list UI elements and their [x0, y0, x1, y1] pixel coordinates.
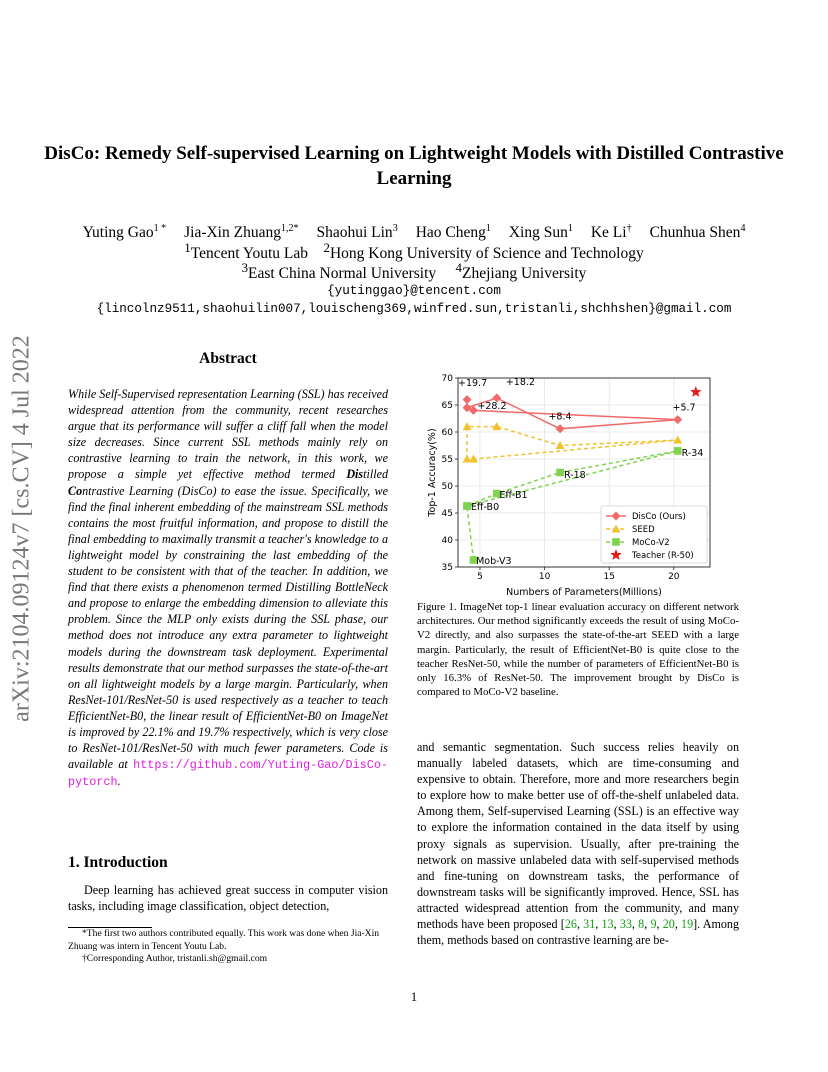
y-axis-label: Top-1 Accuracy(%): [427, 428, 438, 517]
data-label: Eff-B1: [499, 489, 528, 501]
data-point: [469, 455, 478, 463]
citation-link[interactable]: 20: [662, 917, 675, 932]
author-name: Ke Li†: [590, 223, 632, 242]
x-axis-label: Numbers of Parameters(Millions): [506, 587, 662, 598]
data-point: [690, 386, 701, 397]
data-label: R-18: [563, 469, 586, 481]
affiliation-zju: Zhejiang University: [462, 265, 587, 283]
figure-caption: Figure 1. ImageNet top-1 linear evaluation accuracy on different network architectures. Our method significantly exceeds the result of using MoCo-V2 directly, and also surpasses the state-of-the-art SEED with a large margin. Particularly, the result of EfficientNet-B0 is quite close to the teacher ResNet-50, while the number of parameters of EfficientNet-B0 is only 16.3% of ResNet-50. The improvement brought by DisCo is compared to MoCo-V2 baseline.: [417, 601, 739, 699]
citation-link[interactable]: 31: [583, 917, 596, 932]
footnote-corresponding: †Corresponding Author, tristanli.sh@gmail.com: [82, 953, 268, 964]
footnotes: [68, 928, 388, 966]
y-tick-label: 40: [441, 536, 453, 546]
affiliation-tencent: Tencent Youtu Lab: [190, 245, 309, 263]
data-label: +28.2: [477, 400, 507, 412]
arxiv-stamp-text: arXiv:2104.09124v7 [cs.CV] 4 Jul 2022: [8, 335, 35, 722]
email-gmail: {lincolnz9511,shaohuilin007,louischeng369,winfred.sun,tristanli,shchhshen}@gmail.com: [96, 302, 732, 316]
right-body-part-a: and semantic segmentation. Such success relies heavily on manually labeled datasets, which are time-consuming and expensive to obtain. Therefore, more and more researchers begin to explore how to make better use of off-the-shelf unlabeled data. Among them, Self-supervised Learning (SSL) is an effective way to explore the information contained in the data itself by using proxy signals as supervision. Usually, after pre-training the network on massive unlabeled data with self-supervised methods and fine-tuning on downstream tasks, the performance of downstream tasks will be significantly improved. Hence, SSL has attracted widespread attention from the community, and many methods have been proposed [: [417, 740, 739, 932]
data-label: R-34: [681, 447, 704, 459]
data-point: [674, 447, 682, 455]
data-point: [463, 502, 471, 510]
intro-heading: 1. Introduction: [68, 854, 168, 871]
page-number: 1: [410, 990, 418, 1004]
affiliations-line-1: $^1$Tencent Youtu Lab $^2$Hong Kong University of Science and Technology: [184, 240, 644, 263]
author-affiliation-mark: 1: [567, 223, 573, 234]
data-point: [556, 469, 564, 477]
citation-list: 26, 31, 13, 33, 8, 9, 20, 19: [564, 917, 694, 932]
affiliation-hku: Hong Kong University of Science and Technology: [329, 245, 644, 263]
citation-link[interactable]: 9: [650, 917, 657, 932]
legend-label: SEED: [632, 525, 655, 535]
citation-link[interactable]: 33: [619, 917, 632, 932]
footnote-equal-contribution: *The first two authors contributed equally. This work was done when Jia-Xin Zhuang was intern in Tencent Youtu Lab.: [68, 928, 380, 952]
author-affiliation-mark: 4: [740, 223, 746, 234]
affiliation-ecnu: East China Normal University: [248, 265, 437, 283]
arxiv-stamp: [2, 300, 42, 760]
legend-label: MoCo-V2: [632, 538, 670, 548]
legend-marker: [612, 538, 620, 546]
abstract-part-2: ntrastive Learning (DisCo) to ease the issue. Specifically, we find the final inherent embedding of the mainstream SSL methods contains the most fruitful information, and propose to distill the final embedding to maximally transmit a teacher's knowledge to a lightweight model by constraining the last embedding of the student to be consistent with that of the teacher. In addition, we find that there exists a phenomenon termed Distilling BottleNeck and propose to enlarge the embedding dimension to alleviate this problem. Since the MLP only exists during the SSL phase, our method does not introduce any extra parameter to lightweight models during the downstream task deployment. Experimental results demonstrate that our method surpasses the state-of-the-art on all lightweight models by a large margin. Particularly, when ResNet-101/ResNet-50 is used respectively as a teacher to teach EfficientNet-B0, the linear result of EfficientNet-B0 on ImageNet is improved by 22.1% and 19.7% respectively, which is very close to ResNet-101/ResNet-50 with much fewer parameters. Code is available at: [68, 483, 388, 772]
y-tick-label: 65: [441, 401, 453, 411]
citation-link[interactable]: 19: [681, 917, 694, 932]
abstract-text: [68, 386, 388, 790]
x-tick-label: 5: [477, 572, 483, 582]
abstract-part-tilled: tilled: [363, 467, 388, 482]
y-tick-label: 35: [441, 563, 453, 573]
right-body-part-b: ]. Among them, methods based on contrastive learning are be-: [417, 917, 740, 948]
author-name: Jia-Xin Zhuang$^{1,2*}$: [184, 223, 299, 242]
email-tencent: {yutinggao}@tencent.com: [327, 284, 501, 298]
code-link[interactable]: https://github.com/Yuting-Gao/DisCo-pytorch: [68, 758, 388, 790]
citation-link[interactable]: 26: [564, 917, 577, 932]
x-tick-label: 10: [538, 572, 551, 582]
affiliations-line-2: $^3$East China Normal University $^4$Zhejiang University: [241, 260, 587, 283]
author-name: Xing Sun$^1$: [508, 223, 573, 242]
author-name: Shaohui Lin$^3$: [316, 223, 398, 242]
data-label: +19.7: [458, 378, 488, 390]
author-affiliation-mark: 3: [392, 223, 398, 234]
abstract-part-1: While Self-Supervised representation Learning (SSL) has received widespread attention from the community, recent researches argue that its performance will suffer a cliff fall when the model size decreases. Since current SSL methods mainly rely on contrastive learning to train the network, in this work, we propose a simple yet effective method termed: [68, 387, 388, 482]
legend-label: DisCo (Ours): [632, 512, 686, 522]
legend-label: Teacher (R-50): [632, 551, 694, 561]
citation-link[interactable]: 8: [638, 917, 645, 932]
intro-text: Deep learning has achieved great success in computer vision tasks, including image classification, object detection,: [68, 883, 388, 914]
data-label: Mob-V3: [476, 555, 512, 567]
author-name: Hao Cheng$^1$: [415, 223, 491, 242]
right-column-text: [417, 739, 739, 948]
abstract-bold-co: Co: [68, 483, 83, 498]
y-tick-label: 70: [441, 374, 453, 384]
series-line: [467, 427, 678, 459]
y-tick-label: 55: [441, 455, 453, 465]
data-point: [673, 436, 682, 444]
author-affiliation-mark: †: [626, 223, 632, 234]
citation-link[interactable]: 13: [601, 917, 614, 932]
data-label: +18.2: [505, 377, 535, 389]
data-label: +5.7: [672, 402, 696, 414]
author-affiliation-mark: 1: [485, 223, 491, 234]
data-point: [463, 395, 472, 404]
abstract-heading: Abstract: [199, 350, 257, 367]
author-affiliation-mark: 1,2*: [280, 223, 299, 234]
author-name: Yuting Gao$^{1 *}$: [82, 223, 167, 242]
y-tick-label: 50: [441, 482, 453, 492]
author-name: Chunhua Shen$^4$: [649, 223, 746, 242]
data-point: [673, 415, 682, 424]
abstract-bold-dis: Dis: [346, 467, 364, 482]
paper-title: DisCo: Remedy Self-supervised Learning on Lightweight Models with Distilled Contrastive Learning: [44, 143, 784, 189]
data-point: [556, 441, 565, 449]
abstract-end: .: [117, 774, 121, 789]
x-tick-label: 20: [668, 572, 680, 582]
accuracy-chart: [414, 368, 736, 598]
data-label: Eff-B0: [470, 501, 500, 513]
y-tick-label: 60: [441, 428, 453, 438]
x-tick-label: 15: [603, 572, 615, 582]
data-label: +8.4: [548, 411, 572, 423]
author-affiliation-mark: 1 *: [153, 223, 167, 234]
y-tick-label: 45: [441, 509, 453, 519]
